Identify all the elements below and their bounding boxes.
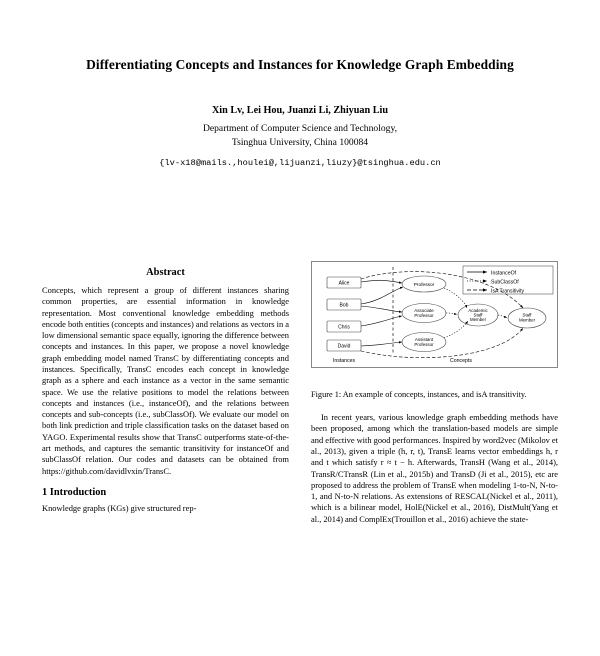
svg-text:Bob: Bob: [339, 302, 349, 309]
figure-1-diagram: [311, 261, 558, 381]
introduction-heading: 1 Introduction: [42, 486, 107, 498]
figure-label-concepts: Concepts: [450, 358, 472, 364]
svg-text:Academic: Academic: [468, 308, 488, 313]
svg-text:Chris: Chris: [338, 324, 350, 331]
svg-text:SubClassOf: SubClassOf: [491, 279, 519, 286]
affiliation-line-2: Tsinghua University, China 100084: [231, 137, 369, 149]
svg-text:Professor: Professor: [414, 313, 434, 318]
svg-text:Assistant: Assistant: [414, 337, 434, 342]
introduction-text: Knowledge graphs (KGs) give structured rep-: [42, 502, 197, 513]
svg-text:Staff: Staff: [522, 312, 532, 318]
figure-1: [311, 261, 558, 381]
paper-page: [0, 56, 600, 656]
abstract-heading: Abstract: [146, 267, 185, 278]
affiliation-line-1: Department of Computer Science and Technology,: [202, 123, 398, 135]
right-column: [311, 261, 558, 528]
author-list: Xin Lv, Lei Hou, Juanzi Li, Zhiyuan Liu: [211, 105, 389, 117]
affiliation: [0, 122, 600, 150]
right-column-paragraph: In recent years, various knowledge graph embedding methods have been proposed, among which the translation-based models are simple and effective with good performances. Inspired by word2vec (Mikolov et al., 2013), given a triple (h, r, t), TransE learns vector embeddings h, r and t which satisfy r ≈ t − h. Afterwards, TransH (Wang et al., 2014), TransR/CTransR (Lin et al., 2015b) and TransD (Ji et al., 2015), etc are proposed to address the problem of TransE when modeling 1-to-N, N-to-1, and N-to-N relations. As extensions of RESCAL(Nickel et al., 2011), which is a bilinear model, HolE(Nickel et al., 2016), DistMult(Yang et al., 2014) and ComplEx(Trouillon et al., 2016) achieve the state-: [311, 412, 558, 524]
figure-edges-instanceof: [361, 280, 403, 346]
svg-text:David: David: [337, 343, 351, 350]
svg-text:Staff: Staff: [473, 312, 483, 318]
svg-text:InstanceOf: InstanceOf: [491, 270, 517, 277]
two-column-body: [42, 261, 558, 528]
svg-text:Professor: Professor: [413, 283, 435, 288]
svg-text:Member: Member: [469, 317, 487, 323]
figure-label-instances: Instances: [332, 358, 356, 364]
figure-1-caption: Figure 1: An example of concepts, instances, and isA transitivity.: [311, 390, 527, 399]
svg-text:Associate: Associate: [414, 308, 434, 313]
left-column: [42, 261, 289, 528]
svg-text:IsA Transitivity: IsA Transitivity: [491, 288, 525, 295]
author-emails: {lv-x18@mails.,houlei@,lijuanzi,liuzy}@tsinghua.edu.cn: [159, 158, 441, 169]
figure-instance-nodes: [327, 277, 361, 351]
page-title: Differentiating Concepts and Instances for Knowledge Graph Embedding: [86, 57, 514, 72]
figure-legend: [463, 266, 553, 295]
svg-text:Member: Member: [518, 317, 536, 323]
abstract-text: Concepts, which represent a group of different instances sharing common properties, are essential information in knowledge representation. Most conventional knowledge embedding methods encode both entities (concepts and instances) and relations as vectors in a low dimensional semantic space equally, ignoring the difference between concepts and instances. In this paper, we propose a novel knowledge graph embedding model named TransC by differentiating concepts and instances. Specifically, TransC encodes each concept in knowledge graph as a sphere and each instance as a vector in the same semantic space. We use the relative positions to model the relations between concepts and instances (i.e., instanceOf), and the relations between concepts and sub-concepts (i.e., subClassOf). We evaluate our model on both link prediction and triple classification tasks on the dataset based on YAGO. Experimental results show that TransC outperforms state-of-the-art methods, and captures the semantic transitivity for instanceOf and subClassOf relation. Our codes and datasets can be obtained from https://github.com/davidlvxin/TransC.: [42, 285, 289, 476]
svg-text:Alice: Alice: [338, 280, 350, 287]
svg-text:Professor: Professor: [414, 342, 434, 347]
